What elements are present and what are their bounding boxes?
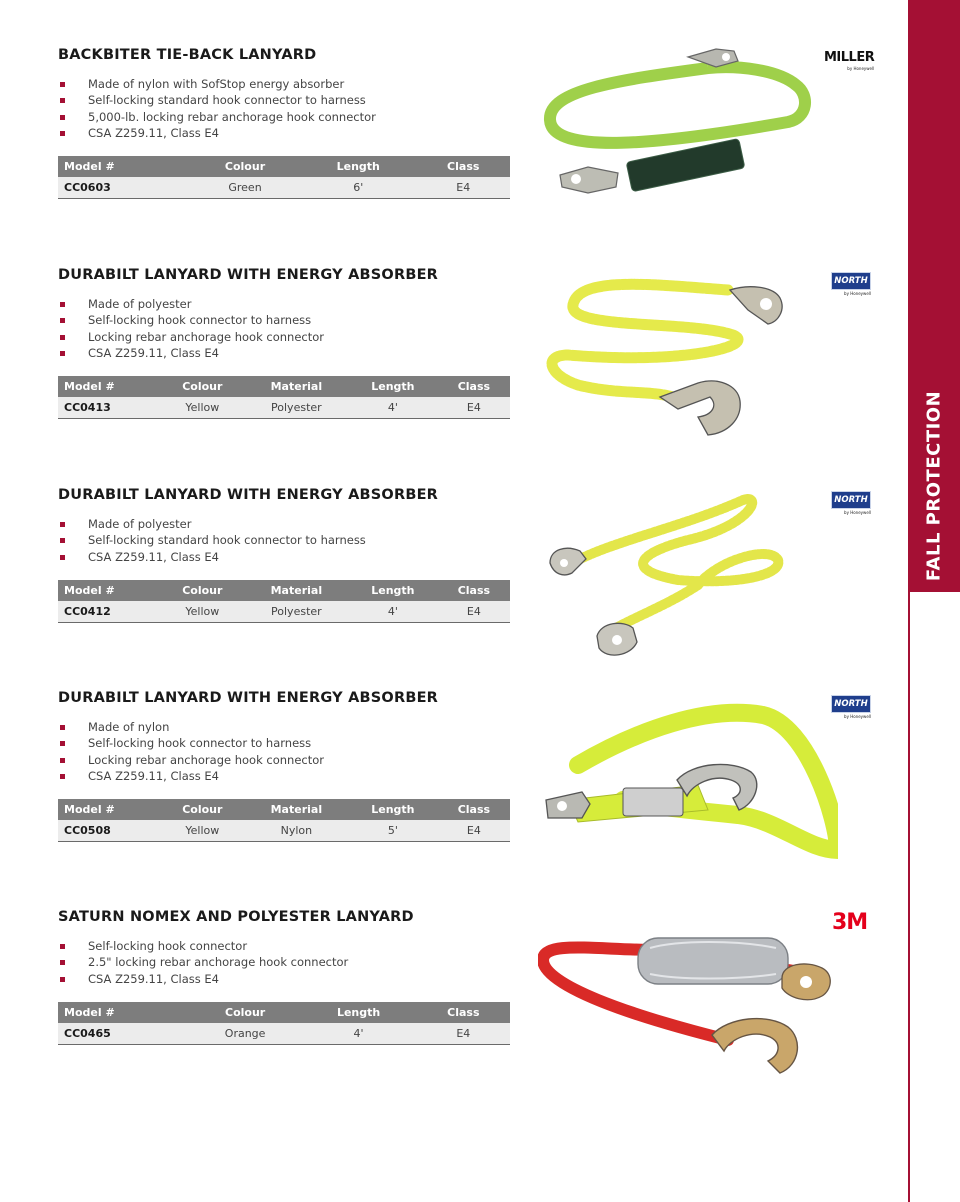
product-title: DURABILT LANYARD WITH ENERGY ABSORBER	[58, 487, 439, 503]
cell-colour: Yellow	[160, 820, 245, 842]
by-honeywell-text: by Honeywell	[847, 66, 875, 71]
feature-list	[58, 719, 510, 784]
header-material: Material	[245, 580, 348, 601]
cell-length: 4'	[348, 601, 438, 623]
header-length: Length	[348, 580, 438, 601]
feature-item: Self-locking hook connector	[58, 938, 510, 954]
table-header-row	[58, 799, 510, 820]
feature-list	[58, 296, 510, 361]
feature-item: CSA Z259.11, Class E4	[58, 125, 510, 141]
table-row	[58, 601, 510, 623]
table-row	[58, 177, 510, 199]
feature-item: Made of nylon with SofStop energy absorber	[58, 76, 510, 92]
product-durabilt-cc0508	[58, 689, 510, 842]
header-colour: Colour	[160, 580, 245, 601]
header-length: Length	[300, 156, 416, 177]
table-header-row	[58, 376, 510, 397]
cell-model: CC0508	[58, 820, 160, 842]
header-model: Model #	[58, 580, 160, 601]
by-honeywell-text: by Honeywell	[844, 291, 871, 296]
by-honeywell-text: by Honeywell	[844, 510, 871, 515]
lanyard-red-image	[538, 930, 838, 1090]
feature-list	[58, 516, 510, 565]
section-label: FALL PROTECTION	[923, 390, 945, 582]
3m-logo-text: 3M	[832, 910, 868, 935]
cell-class: E4	[438, 820, 510, 842]
table-row	[58, 820, 510, 842]
feature-item: Made of nylon	[58, 719, 510, 735]
cell-colour: Orange	[190, 1023, 301, 1045]
spec-table	[58, 1002, 510, 1045]
table-header-row	[58, 156, 510, 177]
spec-table	[58, 580, 510, 623]
cell-class: E4	[417, 1023, 510, 1045]
feature-list	[58, 76, 510, 141]
north-logo-text: NORTH	[831, 272, 871, 290]
header-class: Class	[438, 799, 510, 820]
cell-material: Polyester	[245, 397, 348, 419]
cell-length: 4'	[300, 1023, 416, 1045]
table-header-row	[58, 1002, 510, 1023]
cell-class: E4	[438, 397, 510, 419]
feature-item: Self-locking hook connector to harness	[58, 735, 510, 751]
header-class: Class	[438, 376, 510, 397]
header-material: Material	[245, 799, 348, 820]
by-honeywell-text: by Honeywell	[844, 714, 871, 719]
feature-item: Self-locking standard hook connector to harness	[58, 532, 510, 548]
header-colour: Colour	[190, 1002, 301, 1023]
cell-colour: Green	[190, 177, 300, 199]
feature-item: Locking rebar anchorage hook connector	[58, 329, 510, 345]
product-title: SATURN NOMEX AND POLYESTER LANYARD	[58, 909, 414, 925]
product-title: BACKBITER TIE-BACK LANYARD	[58, 47, 317, 63]
lanyard-nylon-image	[538, 700, 838, 865]
feature-item: Made of polyester	[58, 296, 510, 312]
table-header-row	[58, 580, 510, 601]
header-colour: Colour	[190, 156, 300, 177]
cell-length: 5'	[348, 820, 438, 842]
cell-class: E4	[438, 601, 510, 623]
cell-model: CC0603	[58, 177, 190, 199]
feature-item: CSA Z259.11, Class E4	[58, 549, 510, 565]
header-colour: Colour	[160, 799, 245, 820]
header-material: Material	[245, 376, 348, 397]
north-logo-text: NORTH	[831, 491, 871, 509]
header-colour: Colour	[160, 376, 245, 397]
feature-item: Made of polyester	[58, 516, 510, 532]
miller-logo-text: MILLER	[824, 50, 875, 65]
header-length: Length	[348, 376, 438, 397]
feature-item: 5,000-lb. locking rebar anchorage hook connector	[58, 109, 510, 125]
lanyard-yellow-image	[538, 485, 838, 670]
lanyard-green-image	[538, 40, 838, 205]
spec-table	[58, 799, 510, 842]
header-length: Length	[300, 1002, 416, 1023]
header-class: Class	[416, 156, 510, 177]
feature-item: CSA Z259.11, Class E4	[58, 768, 510, 784]
feature-item: Self-locking standard hook connector to harness	[58, 92, 510, 108]
product-title: DURABILT LANYARD WITH ENERGY ABSORBER	[58, 690, 439, 706]
header-model: Model #	[58, 799, 160, 820]
cell-class: E4	[416, 177, 510, 199]
table-row	[58, 1023, 510, 1045]
lanyard-yellow-image	[538, 265, 838, 440]
cell-material: Polyester	[245, 601, 348, 623]
feature-item: Locking rebar anchorage hook connector	[58, 752, 510, 768]
header-model: Model #	[58, 1002, 190, 1023]
cell-material: Nylon	[245, 820, 348, 842]
product-saturn	[58, 908, 510, 1045]
header-model: Model #	[58, 376, 160, 397]
cell-model: CC0465	[58, 1023, 190, 1045]
feature-item: Self-locking hook connector to harness	[58, 312, 510, 328]
table-row	[58, 397, 510, 419]
header-class: Class	[417, 1002, 510, 1023]
cell-length: 4'	[348, 397, 438, 419]
spec-table	[58, 156, 510, 199]
feature-item: CSA Z259.11, Class E4	[58, 971, 510, 987]
product-durabilt-cc0412	[58, 486, 510, 623]
feature-list	[58, 938, 510, 987]
cell-length: 6'	[300, 177, 416, 199]
feature-item: 2.5" locking rebar anchorage hook connector	[58, 954, 510, 970]
product-backbiter	[58, 46, 510, 199]
product-title: DURABILT LANYARD WITH ENERGY ABSORBER	[58, 267, 439, 283]
product-durabilt-cc0413	[58, 266, 510, 419]
spec-table	[58, 376, 510, 419]
header-class: Class	[438, 580, 510, 601]
cell-colour: Yellow	[160, 397, 245, 419]
cell-model: CC0412	[58, 601, 160, 623]
cell-model: CC0413	[58, 397, 160, 419]
north-logo-text: NORTH	[831, 695, 871, 713]
cell-colour: Yellow	[160, 601, 245, 623]
header-length: Length	[348, 799, 438, 820]
feature-item: CSA Z259.11, Class E4	[58, 345, 510, 361]
header-model: Model #	[58, 156, 190, 177]
